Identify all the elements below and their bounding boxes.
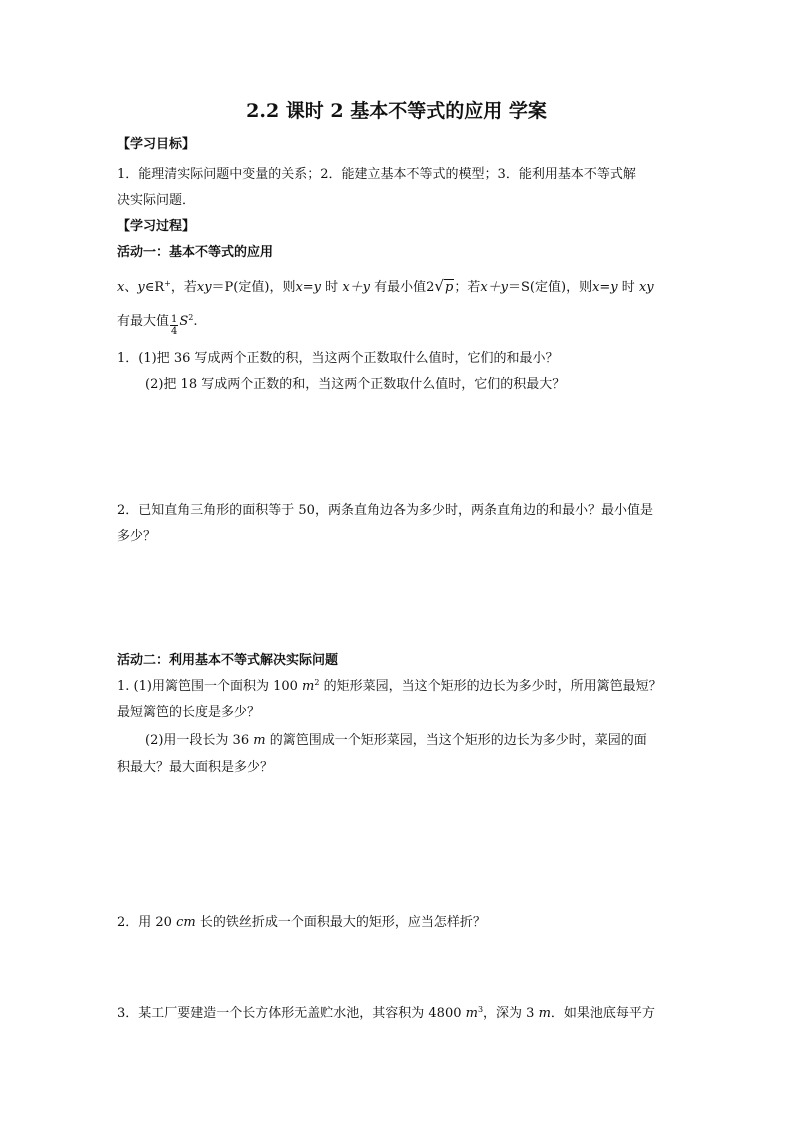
q1b-text-pre: (2)用一段长为 36 [145,733,254,748]
inequality-formula-line-2 [117,314,198,337]
goals-text-line-1: 1．能理清实际问题中变量的关系；2．能建立基本不等式的模型；3．能利用基本不等式解 [117,167,636,182]
q3-text-pre: 3．某工厂要建造一个长方体形无盖贮水池，其容积为 4800 [117,1006,466,1021]
text-max: 有最大值 [117,314,170,329]
var-x-eq-y-2: x=y [592,280,618,295]
text-when-1: 时 [321,280,339,295]
text-if-2: ；若 [454,280,481,295]
activity-2-heading: 活动二：利用基本不等式解决实际问题 [117,653,339,668]
q3-text-mid: ，深为 3 [483,1006,539,1021]
q3-text-post: ．如果池底每平方 [550,1006,655,1021]
var-x-eq-y-1: x=y [295,280,322,295]
activity-1-question-2-line-1: 2．已知直角三角形的面积等于 50，两条直角边各为多少时，两条直角边的和最小？最小值是 [117,503,653,518]
activity-2-question-3 [117,1006,655,1022]
unit-m: m [302,679,315,694]
q1a-text-pre: 1. (1)用篱笆围一个面积为 100 [117,679,303,694]
activity-1-question-2-line-2: 多少？ [117,529,157,544]
text-p-def: ＝P(定值)，则 [211,280,296,295]
activity-1-question-1a: 1．(1)把 36 写成两个正数的积，当这两个正数取什么值时，它们的和最小？ [117,351,559,366]
goals-text-line-2: 决实际问题． [117,193,196,208]
const-two: 2 [426,280,435,295]
q1b-text-post: 的篱笆围成一个矩形菜园，当这个矩形的边长为多少时，菜园的面 [265,733,647,748]
var-x-plus-y-2: x＋y [480,280,509,295]
unit-m: m [538,1006,551,1021]
activity-1-heading: 活动一：基本不等式的应用 [117,245,274,260]
sqrt-p [434,278,454,296]
plus-superscript: + [164,279,171,288]
q2-text-post: 长的铁丝折成一个面积最大的矩形，应当怎样折？ [195,915,486,930]
q2-text-pre: 2．用 20 [117,915,177,930]
var-x: x [117,280,125,295]
unit-m: m [465,1006,478,1021]
unit-cm: cm [176,915,196,930]
process-heading: 【学习过程】 [117,219,196,234]
var-p: p [444,280,454,295]
text-s-def: ＝S(定值)，则 [508,280,593,295]
period: . [193,314,198,329]
var-x-plus-y-1: x＋y [342,280,370,295]
goals-heading: 【学习目标】 [117,137,196,152]
fraction-numerator: 1 [171,314,178,325]
var-S: S [179,314,189,329]
fraction-denominator: 4 [171,326,178,337]
unit-superscript: 2 [314,678,320,687]
activity-2-question-1a-line-2: 最短篱笆的长度是多少？ [117,705,261,720]
text-in: ∈R [144,280,165,295]
text-min: 有最小值 [370,280,427,295]
unit-superscript: 3 [477,1005,484,1014]
activity-2-question-1b-line-2: 积最大？最大面积是多少？ [117,760,274,775]
activity-2-question-1a-line-1 [117,679,662,695]
text-when-2: 时 [617,280,635,295]
page-title: 2.2 课时 2 基本不等式的应用 学案 [246,100,547,122]
text-sep: 、 [124,280,138,295]
radical-icon: √ [434,277,444,295]
var-xy-2: xy [638,280,654,295]
activity-2-question-2 [117,915,486,931]
unit-m: m [253,733,266,748]
var-xy-1: xy [196,280,212,295]
inequality-formula-line-1 [117,278,654,296]
activity-2-question-1b-line-1 [145,733,647,749]
var-y: y [137,280,145,295]
q1a-text-post: 的矩形菜园，当这个矩形的边长为多少时，所用篱笆最短？ [319,679,662,694]
text-if-1: ，若 [170,280,197,295]
fraction-one-quarter [170,314,178,337]
activity-1-question-1b: (2)把 18 写成两个正数的和，当这两个正数取什么值时，它们的积最大？ [145,377,566,392]
square-superscript: 2 [188,313,194,322]
